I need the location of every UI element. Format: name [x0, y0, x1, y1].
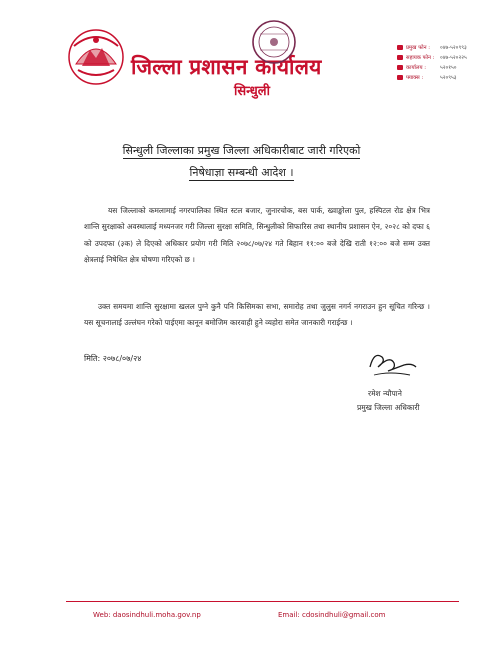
phone-icon	[397, 45, 403, 50]
contact-row	[397, 62, 483, 72]
contact-value: ५२०९५३	[440, 75, 457, 81]
subject-line-1-text: सिन्धुली जिल्लाका प्रमुख जिल्ला अधिकारीबाट जारी गरिएको	[122, 144, 361, 157]
body-paragraph-1: यस जिल्लाको कमलामाई नगरपालिका स्थित स्टल बजार, जुनारचोक, बस पार्क, ख्वाङ्खोला पुल, हस्पिटल रोड क्षेत्र भित्र शान्ति सुरक्षाको अवस्थालाई मध्यनजर गरी जिल्ला सुरक्षा समिति, सिन्धुलीको सिफारिस तथा स्थानीय प्रशासन ऐन, २०२८ को दफा ६ को उपदफा (३क) ले दिएको अधिकार प्रयोग गरी मिति २०७८/०७/२४ गते बिहान ११:०० बजे देखि राती १२:०० बजे सम्म उक्त क्षेत्रलाई निषेधित क्षेत्र घोषणा गरिएको छ ।	[84, 206, 430, 264]
contact-value: ०४७-५२०९९३	[440, 45, 467, 51]
phone-icon	[397, 65, 403, 70]
footer-website: Web: daosindhuli.moha.gov.np	[93, 611, 201, 619]
contact-value: ०४७-५२०२२५	[440, 55, 467, 61]
signatory-title: प्रमुख जिल्ला अधिकारी	[357, 403, 420, 412]
contact-label: कार्यालय :	[406, 65, 427, 71]
subject-line-1	[0, 143, 483, 158]
nepal-emblem-logo	[66, 26, 126, 86]
official-stamp	[250, 18, 298, 66]
office-location: सिन्धुली	[234, 84, 270, 99]
phone-icon	[397, 55, 403, 60]
contact-row	[397, 42, 483, 52]
contact-details	[397, 42, 483, 82]
contact-row	[397, 72, 483, 82]
contact-label: फ्याक्स :	[406, 75, 424, 81]
handwritten-signature	[360, 345, 420, 385]
footer-divider	[66, 601, 459, 602]
footer-email: Email: cdosindhuli@gmail.com	[278, 611, 386, 619]
contact-label: प्रमुख फोन :	[406, 45, 431, 51]
signatory-name: रमेश न्यौपाने	[368, 389, 402, 398]
contact-value: ५२०१५०	[440, 65, 457, 71]
subject-line-2	[0, 165, 483, 180]
issue-date: मिति: २०७८/०७/२४	[84, 354, 142, 363]
office-title: जिल्ला प्रशासन कार्यालय	[131, 55, 322, 79]
contact-row	[397, 52, 483, 62]
subject-line-2-text: निषेधाज्ञा सम्बन्धी आदेश ।	[189, 166, 294, 179]
contact-label: सहायक फोन :	[406, 55, 435, 61]
fax-icon	[397, 75, 403, 80]
body-paragraph-2: उक्त समयमा शान्ति सुरक्षामा खलल पुग्ने कुनै पनि किसिमका सभा, समारोह तथा जुलुस नगर्न नगराउन हुन सूचित गरिन्छ । यस सूचनालाई उल्लंघन गरेको पाईएमा कानून बमोजिम कारवाही हुने व्यहोरा समेत जानकारी गराईन्छ ।	[84, 302, 430, 328]
